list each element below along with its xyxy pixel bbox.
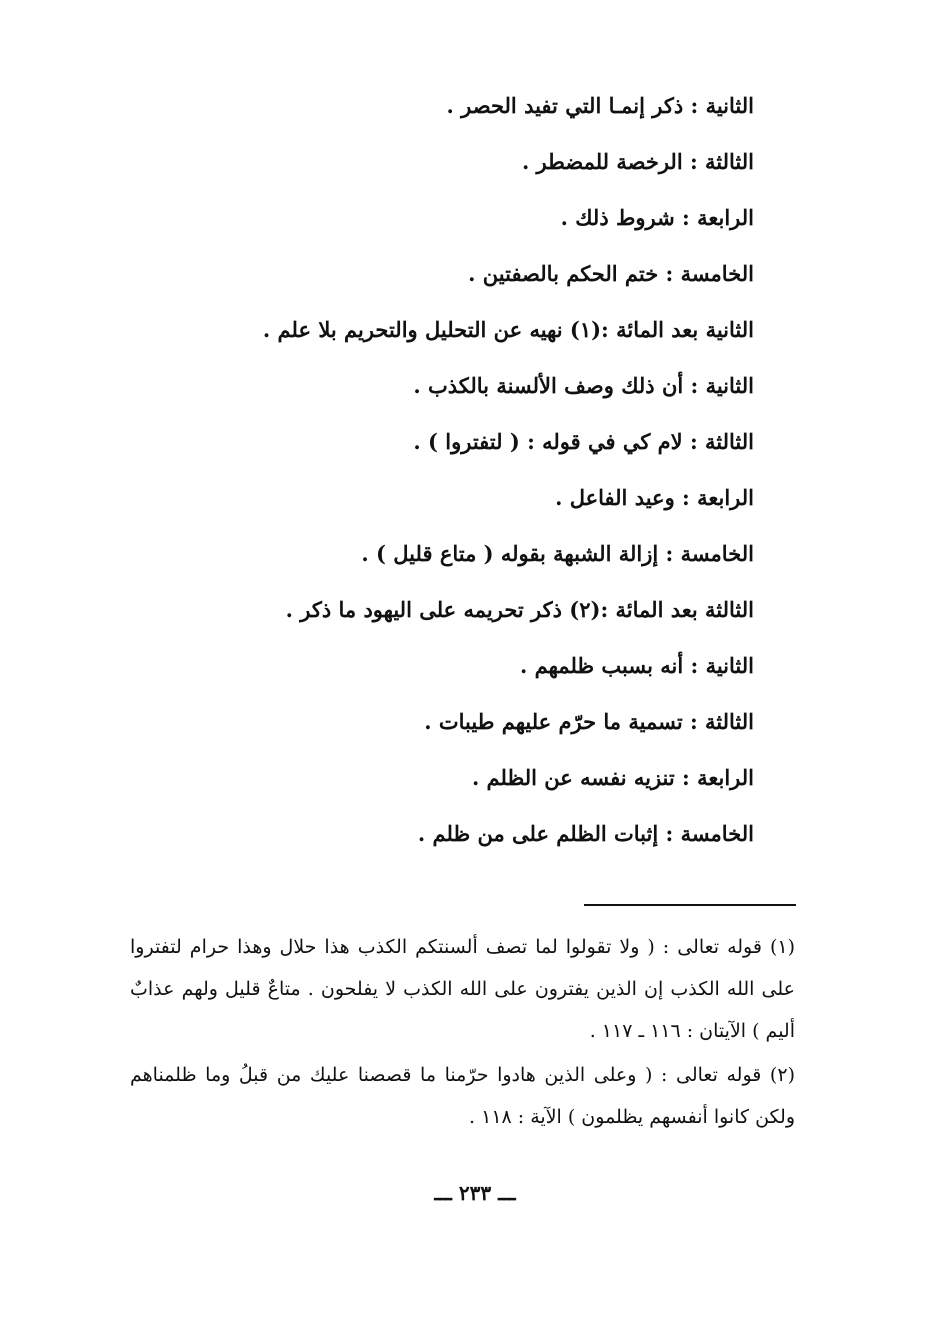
text-line: الخامسة : إثبات الظلم على من ظلم .	[417, 821, 754, 846]
text-line: الثانية : أنه بسبب ظلمهم .	[520, 653, 754, 678]
text-line: الثالثة بعد المائة :(٢) ذكر تحريمه على اليهود ما ذكر .	[285, 597, 754, 622]
footnote-2: (٢) قوله تعالى : ( وعلى الذين هادوا حرّمنا ما قصصنا عليك من قبلُ وما ظلمناهم ولكن كانوا أنفسهم يظلمون ) الآية : ١١٨ .	[130, 1064, 795, 1128]
main-text	[114, 86, 754, 870]
text-line: الرابعة : وعيد الفاعل .	[555, 485, 754, 510]
footnote-separator	[584, 904, 796, 906]
text-line: الرابعة : شروط ذلك .	[560, 205, 754, 230]
text-line: الخامسة : ختم الحكم بالصفتين .	[468, 261, 754, 286]
text-line: الخامسة : إزالة الشبهة بقوله ( متاع قليل ) .	[361, 541, 754, 566]
footnote-1: (١) قوله تعالى : ( ولا تقولوا لما تصف ألسنتكم الكذب هذا حلال وهذا حرام لتفتروا على الله الكذب إن الذين يفترون على الله الكذب لا يفلحون . متاعٌ قليل ولهم عذابٌ أليم ) الآيتان : ١١٦ ـ ١١٧ .	[130, 936, 795, 1042]
page-number: ـــ ٢٣٣ ـــ	[434, 1181, 516, 1205]
footnotes	[130, 926, 795, 1140]
text-line: الثالثة : تسمية ما حرّم عليهم طيبات .	[424, 709, 754, 734]
text-line: الثالثة : الرخصة للمضطر .	[521, 149, 754, 174]
text-line: الثالثة : لام كي في قوله : ( لتفتروا ) .	[413, 429, 754, 454]
text-line: الثانية : أن ذلك وصف الألسنة بالكذب .	[413, 373, 754, 398]
text-line: الرابعة : تنزيه نفسه عن الظلم .	[471, 765, 754, 790]
text-line: الثانية : ذكر إنمـا التي تفيد الحصر .	[446, 93, 754, 118]
text-line: الثانية بعد المائة :(١) نهيه عن التحليل والتحريم بلا علم .	[262, 317, 754, 342]
